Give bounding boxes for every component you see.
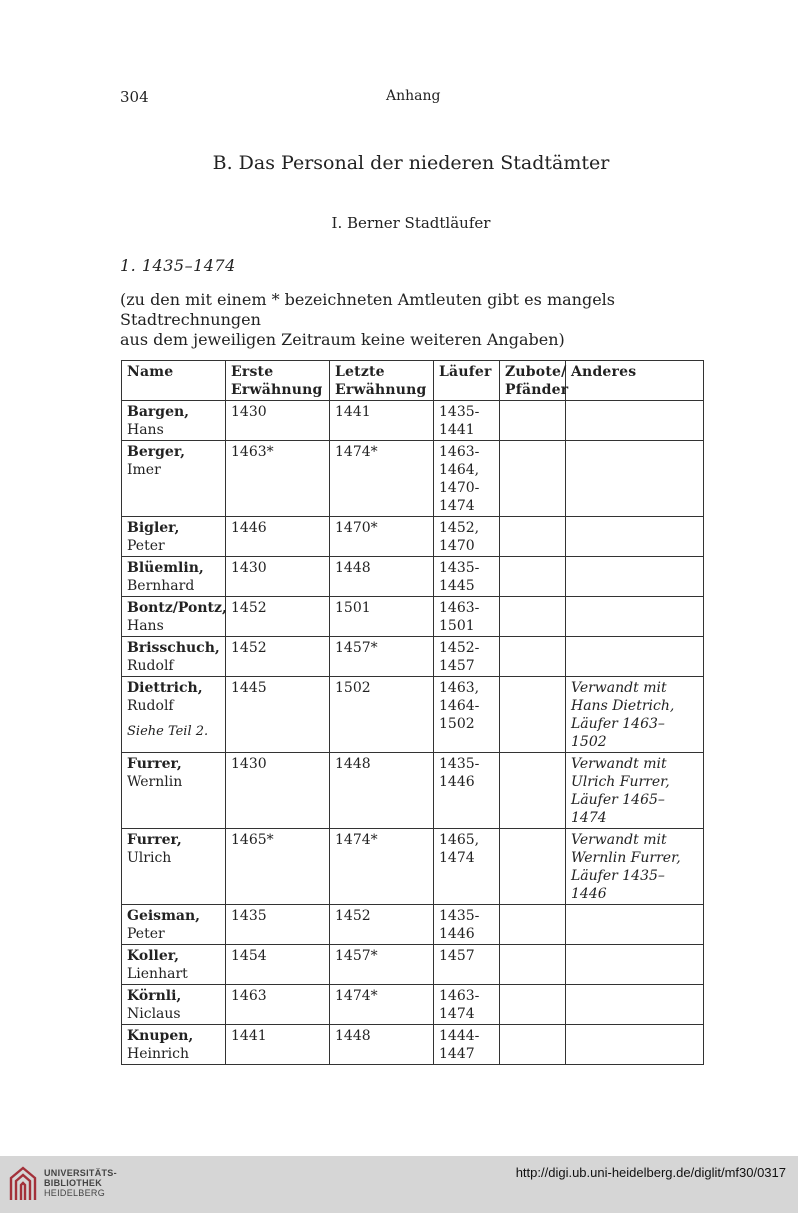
library-name-line: BIBLIOTHEK: [44, 1178, 102, 1188]
table-row: [122, 905, 704, 945]
cell-erste-erwaehnung: [226, 441, 330, 517]
laeufer-line: 1435-: [439, 404, 480, 420]
letzte-value: 1474*: [335, 444, 378, 460]
cell-letzte-erwaehnung: [330, 677, 434, 753]
anderes-line: Verwandt mit: [571, 756, 667, 772]
cell-laeufer: [434, 905, 500, 945]
surname: Geisman,: [127, 908, 201, 924]
surname: Blüemlin,: [127, 560, 204, 576]
cell-name: [122, 753, 226, 829]
laeufer-line: 1435-: [439, 756, 480, 772]
table-header-row: [122, 361, 704, 401]
erste-value: 1435: [231, 908, 267, 924]
cell-letzte-erwaehnung: [330, 753, 434, 829]
given-name: Rudolf: [127, 698, 174, 714]
cell-zubote: [500, 985, 566, 1025]
erste-value: 1430: [231, 404, 267, 420]
cell-erste-erwaehnung: [226, 985, 330, 1025]
erste-value: 1452: [231, 600, 267, 616]
cell-laeufer: [434, 945, 500, 985]
table-note-line: (zu den mit einem * bezeichneten Amtleuten gibt es mangels Stadtrechnungen: [120, 290, 615, 329]
cell-anderes: [566, 401, 704, 441]
letzte-value: 1452: [335, 908, 371, 924]
anderes-line: Verwandt mit: [571, 832, 667, 848]
stadtlaeufer-table: [121, 360, 704, 1065]
laeufer-line: 1474: [439, 1006, 475, 1022]
cell-zubote: [500, 401, 566, 441]
erste-value: 1452: [231, 640, 267, 656]
cell-zubote: [500, 1025, 566, 1065]
cell-letzte-erwaehnung: [330, 557, 434, 597]
letzte-value: 1448: [335, 756, 371, 772]
given-name: Hans: [127, 422, 164, 438]
laeufer-line: 1444-: [439, 1028, 480, 1044]
erste-value: 1430: [231, 560, 267, 576]
library-name-line: HEIDELBERG: [44, 1188, 106, 1198]
letzte-value: 1441: [335, 404, 371, 420]
laeufer-line: 1464,: [439, 462, 480, 478]
laeufer-line: 1446: [439, 926, 475, 942]
cell-name: [122, 1025, 226, 1065]
cell-zubote: [500, 557, 566, 597]
cell-zubote: [500, 753, 566, 829]
letzte-value: 1502: [335, 680, 371, 696]
cell-anderes: [566, 677, 704, 753]
cell-letzte-erwaehnung: [330, 441, 434, 517]
cell-letzte-erwaehnung: [330, 945, 434, 985]
erste-value: 1430: [231, 756, 267, 772]
table-note: [120, 290, 720, 350]
cell-laeufer: [434, 597, 500, 637]
cell-zubote: [500, 905, 566, 945]
given-name: Ulrich: [127, 850, 172, 866]
library-name: [44, 1168, 117, 1198]
given-name: Rudolf: [127, 658, 174, 674]
table-row: [122, 677, 704, 753]
cell-erste-erwaehnung: [226, 945, 330, 985]
laeufer-line: 1457: [439, 948, 475, 964]
cell-erste-erwaehnung: [226, 557, 330, 597]
anderes-line: Hans Dietrich,: [571, 698, 675, 714]
page-number: 304: [120, 88, 149, 106]
cell-laeufer: [434, 637, 500, 677]
library-name-line: UNIVERSITÄTS-: [44, 1168, 117, 1178]
given-name: Peter: [127, 538, 165, 554]
cell-name: [122, 829, 226, 905]
table-row: [122, 637, 704, 677]
cell-letzte-erwaehnung: [330, 517, 434, 557]
cell-erste-erwaehnung: [226, 753, 330, 829]
table-row: [122, 517, 704, 557]
surname: Bargen,: [127, 404, 190, 420]
cell-zubote: [500, 829, 566, 905]
erste-value: 1463: [231, 988, 267, 1004]
laeufer-line: 1463-: [439, 600, 480, 616]
cell-laeufer: [434, 985, 500, 1025]
letzte-value: 1448: [335, 1028, 371, 1044]
cell-letzte-erwaehnung: [330, 597, 434, 637]
ub-heidelberg-logo-icon: [8, 1164, 38, 1204]
cell-name: [122, 637, 226, 677]
cell-name: [122, 677, 226, 753]
cell-anderes: [566, 753, 704, 829]
given-name: Niclaus: [127, 1006, 181, 1022]
letzte-value: 1470*: [335, 520, 378, 536]
cell-erste-erwaehnung: [226, 637, 330, 677]
erste-value: 1465*: [231, 832, 274, 848]
laeufer-line: 1474: [439, 498, 475, 514]
cell-letzte-erwaehnung: [330, 1025, 434, 1065]
laeufer-line: 1474: [439, 850, 475, 866]
table-row: [122, 557, 704, 597]
laeufer-line: 1447: [439, 1046, 475, 1062]
erste-value: 1441: [231, 1028, 267, 1044]
laeufer-line: 1464-: [439, 698, 480, 714]
erste-value: 1454: [231, 948, 267, 964]
surname: Koller,: [127, 948, 179, 964]
table-row: [122, 985, 704, 1025]
given-name: Imer: [127, 462, 161, 478]
table-row: [122, 401, 704, 441]
laeufer-line: 1470: [439, 538, 475, 554]
cell-erste-erwaehnung: [226, 597, 330, 637]
cell-erste-erwaehnung: [226, 905, 330, 945]
digital-library-url[interactable]: http://digi.ub.uni-heidelberg.de/diglit/mf30/0317: [515, 1165, 786, 1180]
cell-laeufer: [434, 401, 500, 441]
given-name: Peter: [127, 926, 165, 942]
header-laeufer: Läufer: [434, 361, 500, 401]
cell-erste-erwaehnung: [226, 517, 330, 557]
cell-laeufer: [434, 441, 500, 517]
cell-name: [122, 597, 226, 637]
cell-anderes: [566, 557, 704, 597]
laeufer-line: 1452-: [439, 640, 480, 656]
table-row: [122, 1025, 704, 1065]
surname: Berger,: [127, 444, 186, 460]
cell-laeufer: [434, 517, 500, 557]
laeufer-line: 1463-: [439, 988, 480, 1004]
footer-bar: [0, 1156, 798, 1213]
laeufer-line: 1457: [439, 658, 475, 674]
given-name: Hans: [127, 618, 164, 634]
period-heading: 1. 1435–1474: [120, 256, 236, 275]
cell-anderes: [566, 1025, 704, 1065]
cell-anderes: [566, 945, 704, 985]
cell-erste-erwaehnung: [226, 1025, 330, 1065]
cell-anderes: [566, 829, 704, 905]
header-anderes: Anderes: [566, 361, 704, 401]
cell-anderes: [566, 985, 704, 1025]
cell-erste-erwaehnung: [226, 677, 330, 753]
laeufer-line: 1441: [439, 422, 475, 438]
given-name: Bernhard: [127, 578, 195, 594]
surname: Furrer,: [127, 756, 182, 772]
cell-letzte-erwaehnung: [330, 637, 434, 677]
given-name: Wernlin: [127, 774, 183, 790]
anderes-line: Wernlin Furrer,: [571, 850, 681, 866]
cell-name: [122, 945, 226, 985]
letzte-value: 1448: [335, 560, 371, 576]
table-note-line: aus dem jeweiligen Zeitraum keine weiteren Angaben): [120, 330, 565, 349]
letzte-value: 1474*: [335, 988, 378, 1004]
laeufer-line: 1470-: [439, 480, 480, 496]
laeufer-line: 1445: [439, 578, 475, 594]
cell-name: [122, 401, 226, 441]
cell-anderes: [566, 441, 704, 517]
anderes-line: Ulrich Furrer,: [571, 774, 670, 790]
table-row: [122, 829, 704, 905]
cell-name: [122, 441, 226, 517]
letzte-value: 1501: [335, 600, 371, 616]
cell-anderes: [566, 597, 704, 637]
cell-letzte-erwaehnung: [330, 905, 434, 945]
surname: Furrer,: [127, 832, 182, 848]
cell-laeufer: [434, 829, 500, 905]
laeufer-line: 1463-: [439, 444, 480, 460]
cell-erste-erwaehnung: [226, 829, 330, 905]
erste-value: 1446: [231, 520, 267, 536]
surname: Körnli,: [127, 988, 182, 1004]
surname: Bontz/Pontz,: [127, 600, 227, 616]
section-title: B. Das Personal der niederen Stadtämter: [212, 152, 610, 174]
header-erste: Erste Erwähnung: [226, 361, 330, 401]
running-head: Anhang: [386, 88, 441, 104]
laeufer-line: 1446: [439, 774, 475, 790]
cell-name: [122, 905, 226, 945]
cross-reference: Siehe Teil 2.: [127, 724, 209, 739]
cell-zubote: [500, 441, 566, 517]
cell-anderes: [566, 905, 704, 945]
laeufer-line: 1501: [439, 618, 475, 634]
anderes-line: Läufer 1463–1502: [571, 716, 665, 750]
erste-value: 1463*: [231, 444, 274, 460]
letzte-value: 1457*: [335, 640, 378, 656]
letzte-value: 1457*: [335, 948, 378, 964]
cell-zubote: [500, 637, 566, 677]
cell-anderes: [566, 637, 704, 677]
surname: Diettrich,: [127, 680, 203, 696]
cell-letzte-erwaehnung: [330, 829, 434, 905]
laeufer-line: 1502: [439, 716, 475, 732]
anderes-line: Läufer 1465–1474: [571, 792, 665, 826]
cell-letzte-erwaehnung: [330, 401, 434, 441]
cell-laeufer: [434, 677, 500, 753]
cell-anderes: [566, 517, 704, 557]
laeufer-line: 1463,: [439, 680, 480, 696]
erste-value: 1445: [231, 680, 267, 696]
header-letzte: Letzte Erwähnung: [330, 361, 434, 401]
given-name: Lienhart: [127, 966, 188, 982]
given-name: Heinrich: [127, 1046, 190, 1062]
cell-laeufer: [434, 557, 500, 597]
cell-laeufer: [434, 753, 500, 829]
cell-name: [122, 517, 226, 557]
header-name: Name: [122, 361, 226, 401]
cell-zubote: [500, 517, 566, 557]
laeufer-line: 1435-: [439, 560, 480, 576]
table-row: [122, 441, 704, 517]
surname: Brisschuch,: [127, 640, 220, 656]
subsection-title: I. Berner Stadtläufer: [331, 214, 491, 232]
header-zubote: Zubote/ Pfänder: [500, 361, 566, 401]
table-row: [122, 753, 704, 829]
cell-zubote: [500, 677, 566, 753]
cell-erste-erwaehnung: [226, 401, 330, 441]
laeufer-line: 1465,: [439, 832, 480, 848]
cell-name: [122, 557, 226, 597]
table-row: [122, 945, 704, 985]
surname: Knupen,: [127, 1028, 194, 1044]
laeufer-line: 1452,: [439, 520, 480, 536]
cell-zubote: [500, 597, 566, 637]
anderes-line: Läufer 1435–1446: [571, 868, 665, 902]
table-row: [122, 597, 704, 637]
cell-name: [122, 985, 226, 1025]
laeufer-line: 1435-: [439, 908, 480, 924]
cell-laeufer: [434, 1025, 500, 1065]
surname: Bigler,: [127, 520, 180, 536]
letzte-value: 1474*: [335, 832, 378, 848]
cell-letzte-erwaehnung: [330, 985, 434, 1025]
cell-zubote: [500, 945, 566, 985]
anderes-line: Verwandt mit: [571, 680, 667, 696]
